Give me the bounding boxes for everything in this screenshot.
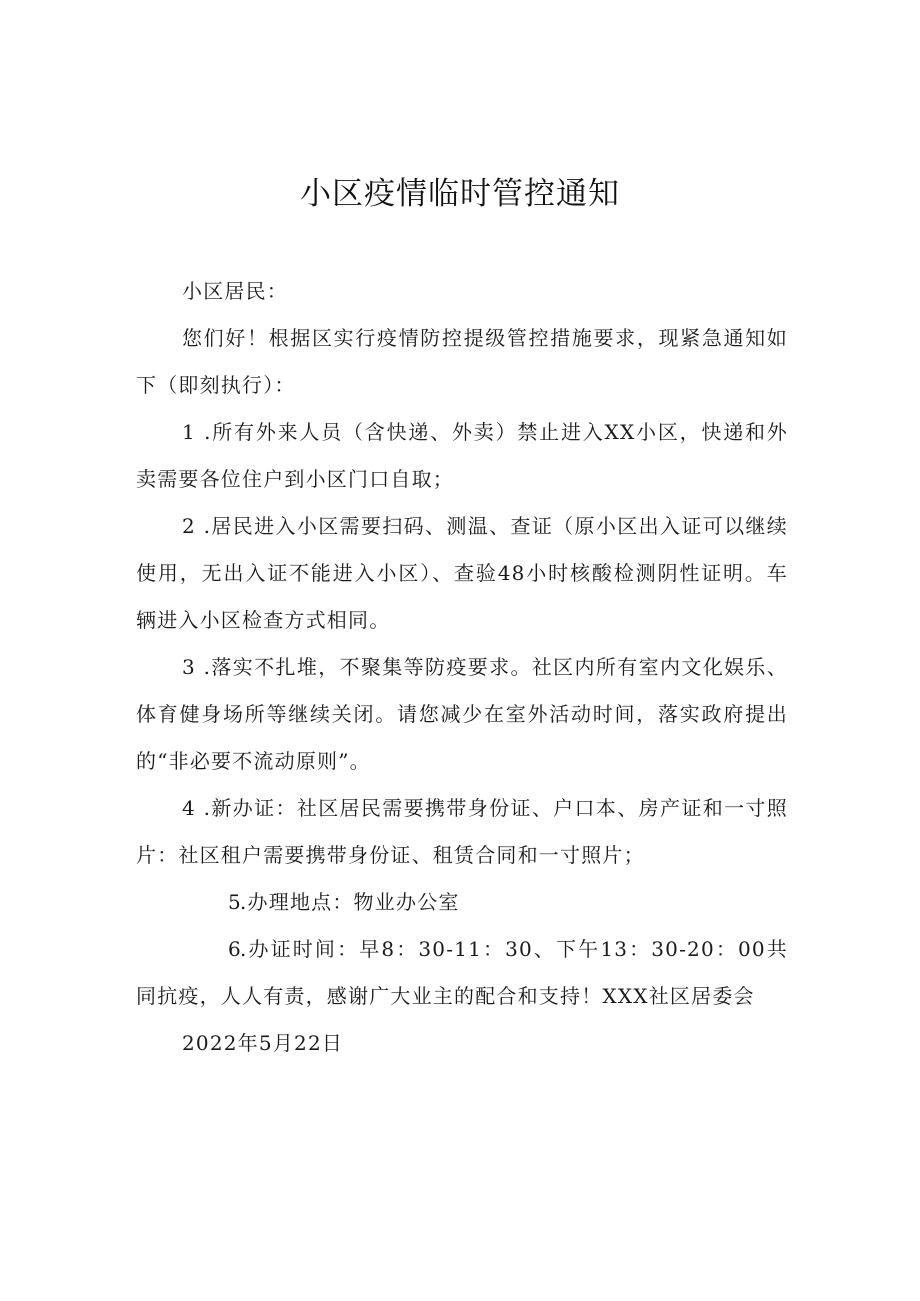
item-text: .居民进入小区需要扫码、测温、查证（原小区出入证可以继续使用，无出入证不能进入小区）、查验48小时核酸检测阴性证明。车辆进入小区检查方式相同。 xyxy=(136,514,788,632)
item-text: .办理地点：物业办公室 xyxy=(240,890,460,914)
item-number: 4 xyxy=(182,796,196,820)
document-date: 2022年5月22日 xyxy=(182,1031,344,1055)
item-text: .办证时间：早8：30-11：30、下午13：30-20：00共同抗疫，人人有责，感谢广大业主的配合和支持！XXX社区居委会 xyxy=(136,937,788,1008)
item-text: .新办证：社区居民需要携带身份证、户口本、房产证和一寸照片：社区租户需要携带身份证、租赁合同和一寸照片； xyxy=(136,796,788,867)
item-number: 1 xyxy=(182,420,196,444)
item-number: 6 xyxy=(228,937,242,961)
item-number: 2 xyxy=(182,514,196,538)
item-number: 5 xyxy=(228,890,242,914)
item-1 xyxy=(136,409,788,503)
item-6 xyxy=(136,926,788,1020)
item-4 xyxy=(136,785,788,879)
salutation: 小区居民： xyxy=(182,279,288,303)
document-title: 小区疫情临时管控通知 xyxy=(300,176,620,212)
item-text: .落实不扎堆，不聚集等防疫要求。社区内所有室内文化娱乐、体育健身场所等继续关闭。请您减少在室外活动时间，落实政府提出的“非必要不流动原则”。 xyxy=(136,655,788,773)
item-2 xyxy=(136,503,788,644)
document-body xyxy=(136,268,788,1067)
item-text: .所有外来人员（含快递、外卖）禁止进入XX小区，快递和外卖需要各位住户到小区门口自取； xyxy=(136,420,788,491)
item-5 xyxy=(136,879,788,926)
intro-paragraph: 您们好！根据区实行疫情防控提级管控措施要求，现紧急通知如下（即刻执行）： xyxy=(136,326,788,397)
item-3 xyxy=(136,644,788,785)
item-number: 3 xyxy=(182,655,196,679)
